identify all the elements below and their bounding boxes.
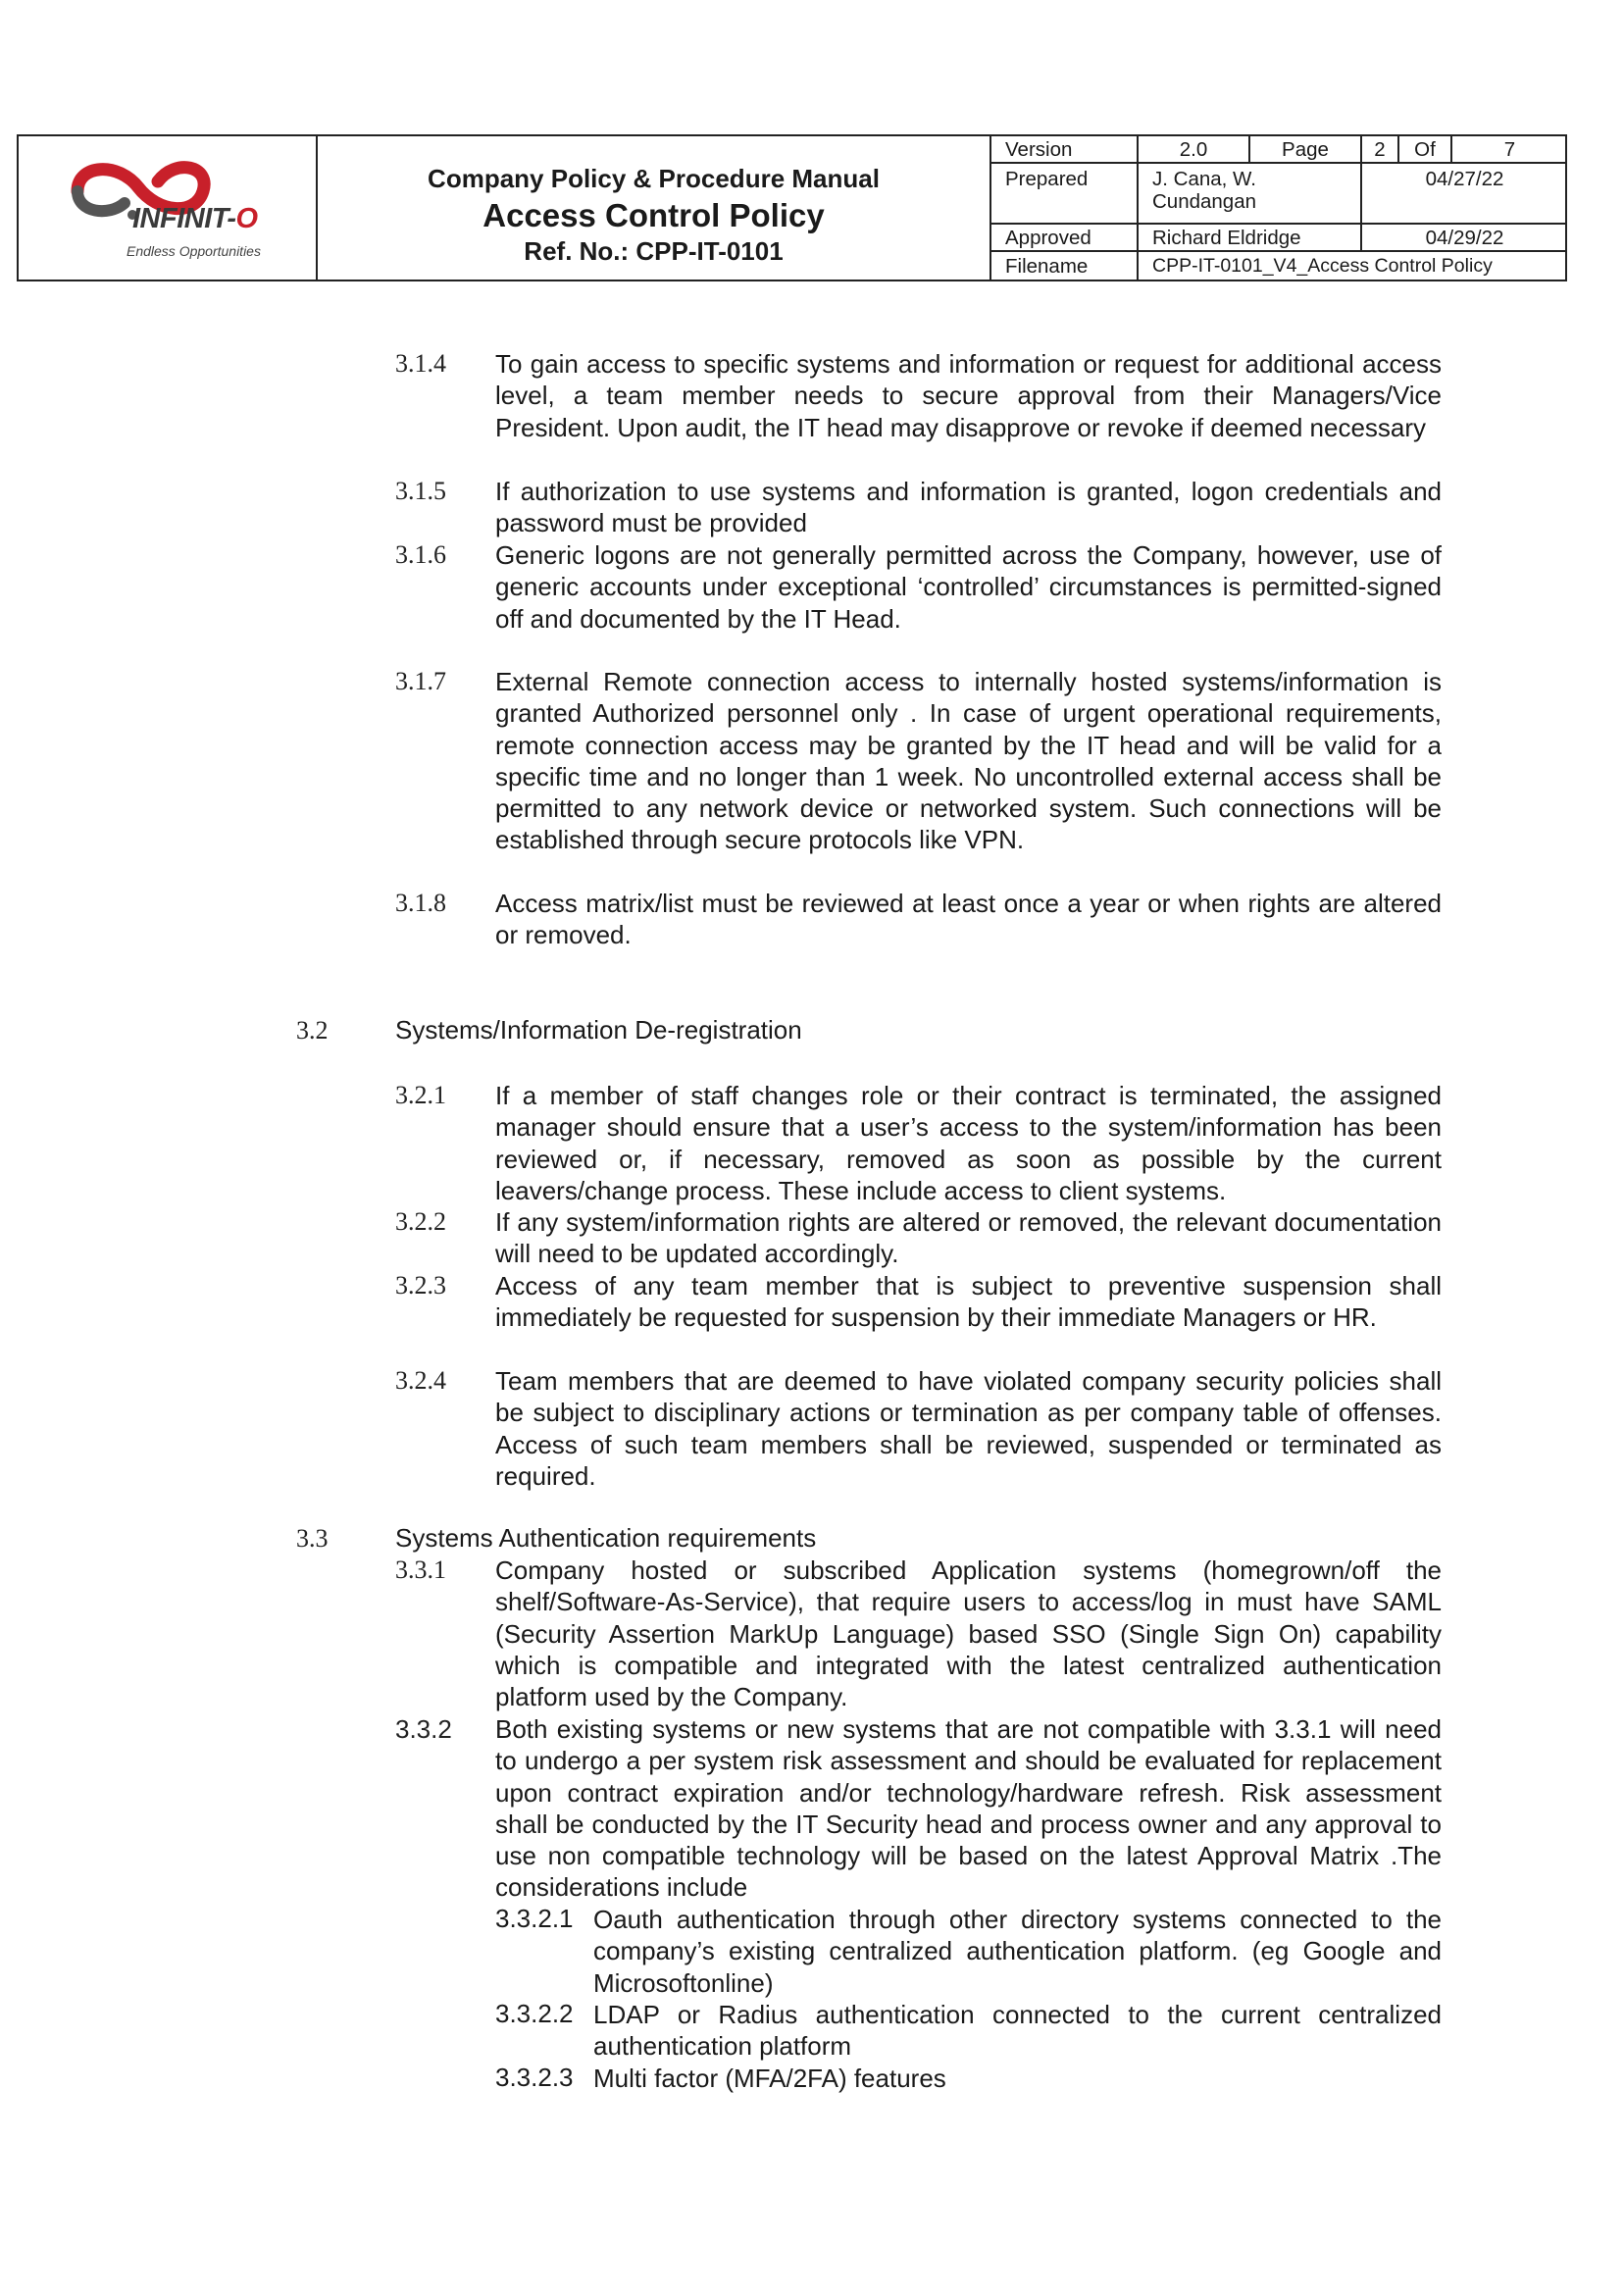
- policy-item-text: Team members that are deemed to have violated company security policies shall be subject to disciplinary actions or termination as per company table of offenses. Access of such team members shall be reviewed, suspended or terminated as required.: [495, 1366, 1442, 1491]
- version-label: Version: [1005, 138, 1073, 161]
- item-number: 3.2.4: [395, 1366, 446, 1395]
- logo-cell: [19, 136, 318, 280]
- item-number: 3.1.6: [395, 540, 446, 569]
- policy-item-text: External Remote connection access to internally hosted systems/information is granted Authorized personnel only . In case of urgent operational requirements, remote connection access may be granted by the IT head and will be valid for a specific time and no longer than 1 week. No uncontrolled external access shall be permitted to any network device or networked system. Such connections will be established through secure protocols like VPN.: [495, 667, 1442, 855]
- policy-subitem-text: Multi factor (MFA/2FA) features: [593, 2064, 946, 2093]
- item-number: 3.2.2: [395, 1207, 446, 1236]
- policy-item-text: If a member of staff changes role or their contract is terminated, the assigned manager should ensure that a user’s access to the system/information has been reviewed or, if necessary, removed as soon as possible by the current leavers/change process. These include access to client systems.: [495, 1081, 1442, 1205]
- section-title: Systems/Information De-registration: [395, 1015, 802, 1045]
- filename-value: CPP-IT-0101_V4_Access Control Policy: [1152, 255, 1493, 277]
- subitem-number: 3.3.2.3: [495, 2063, 574, 2092]
- item-number: 3.1.7: [395, 667, 446, 695]
- policy-item-text: Both existing systems or new systems that are not compatible with 3.3.1 will need to undergo a per system risk assessment and should be evaluated for replacement upon contract expiration and/or technology/hardware refresh. Risk assessment shall be conducted by the IT Security head and process owner and any approval to use non compatible technology will be based on the latest Approval Matrix .The considerations include: [495, 1714, 1442, 1903]
- approved-date: 04/29/22: [1425, 227, 1504, 249]
- policy-title: Access Control Policy: [482, 197, 825, 233]
- policy-item-text: To gain access to specific systems and information or request for additional access level, a team member needs to secure approval from their Managers/Vice President. Upon audit, the IT head may disapprove or revoke if deemed necessary: [495, 349, 1442, 442]
- logo-wordmark: INFINIT-O: [132, 203, 258, 234]
- item-number: 3.3.1: [395, 1555, 446, 1584]
- item-number: 3.2.1: [395, 1081, 446, 1109]
- item-number: 3.3.2: [395, 1714, 452, 1744]
- item-number: 3.1.8: [395, 889, 446, 917]
- section-title: Systems Authentication requirements: [395, 1523, 817, 1553]
- item-number: 3.1.4: [395, 349, 446, 378]
- logo-tagline: Endless Opportunities: [127, 243, 261, 259]
- approved-label: Approved: [1005, 227, 1091, 249]
- prepared-date: 04/27/22: [1425, 168, 1504, 190]
- item-number: 3.2.3: [395, 1271, 446, 1300]
- policy-item-text: Generic logons are not generally permitted across the Company, however, use of generic accounts under exceptional ‘controlled’ circumstances is permitted-signed off and documented by the IT Head.: [495, 540, 1442, 634]
- version-value: 2.0: [1179, 138, 1208, 161]
- manual-title: Company Policy & Procedure Manual: [428, 164, 880, 193]
- section-number: 3.2: [296, 1016, 329, 1045]
- policy-item-text: Company hosted or subscribed Application systems (homegrown/off the shelf/Software-As-Service), that require users to access/log in must have SAML (Security Assertion MarkUp Language) based SSO (Single Sign On) capability which is compatible and integrated with the latest centralized authentication platform used by the Company.: [495, 1555, 1442, 1712]
- document-header: [17, 134, 1567, 281]
- filename-label: Filename: [1005, 255, 1089, 278]
- prepared-by: J. Cana, W. Cundangan: [1152, 168, 1257, 213]
- policy-subitem-text: Oauth authentication through other directory systems connected to the company’s existing centralized authentication platform. (eg Google and Microsoftonline): [593, 1905, 1442, 1998]
- item-number: 3.1.5: [395, 477, 446, 505]
- section-number: 3.3: [296, 1524, 329, 1553]
- policy-item-text: Access matrix/list must be reviewed at least once a year or when rights are altered or removed.: [495, 889, 1442, 950]
- header-title-cell: [318, 136, 991, 280]
- page-current: 2: [1374, 138, 1386, 161]
- document-meta-table: [991, 136, 1567, 280]
- page-of-label: Of: [1414, 138, 1436, 161]
- page-label: Page: [1282, 138, 1329, 161]
- subitem-number: 3.3.2.1: [495, 1904, 574, 1933]
- subitem-number: 3.3.2.2: [495, 1999, 574, 2028]
- prepared-label: Prepared: [1005, 168, 1089, 190]
- page-total: 7: [1503, 138, 1516, 161]
- policy-item-text: If authorization to use systems and information is granted, logon credentials and password must be provided: [495, 477, 1442, 538]
- policy-item-text: If any system/information rights are altered or removed, the relevant documentation will need to be updated accordingly.: [495, 1207, 1442, 1269]
- policy-item-text: Access of any team member that is subject to preventive suspension shall immediately be requested for suspension by their immediate Managers or HR.: [495, 1271, 1442, 1333]
- policy-subitem-text: LDAP or Radius authentication connected to the current centralized authentication platform: [593, 2000, 1442, 2062]
- reference-number: Ref. No.: CPP-IT-0101: [524, 236, 784, 266]
- approved-by: Richard Eldridge: [1152, 227, 1301, 249]
